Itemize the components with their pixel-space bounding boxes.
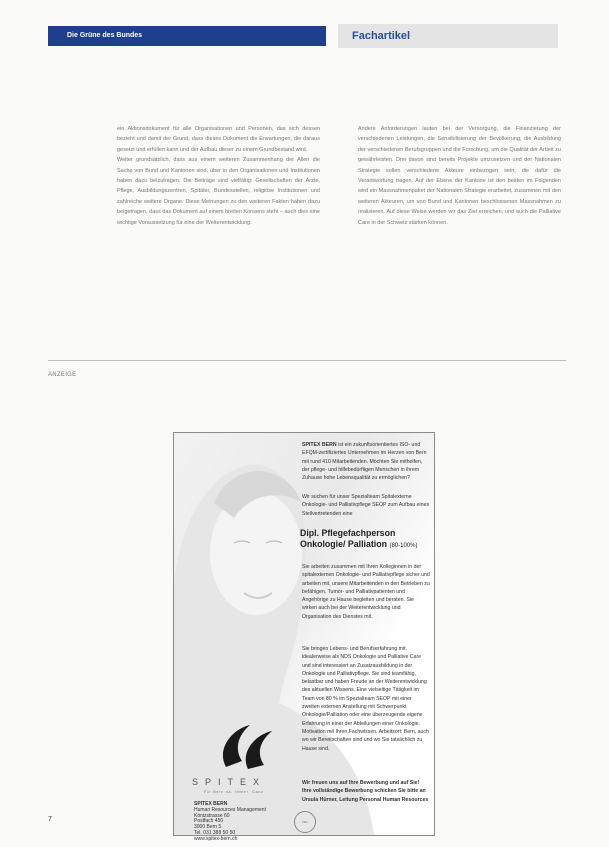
article-paragraph: Weiter grundsätzlich, dass aus einem weiteren Zusammenhang der Allen die Sache von Bund und Kantonen sind, über in den Organisationen und Institutionen haben dazu beizutragen. Die Beiträge sind vielfältig: Gesellschaften der Ärzte, Pflege, Ausbildungszentren, Spitäler, Bundesstellen, religiöse Institutionen und zahlreiche weitere Organe. Diese Meinungen zu den weiteren Fakten haben dazu beigetragen, dass das Dokument auf einem breiten Konsens steht – auch dies eine wichtige Voraussetzung für eine der Weiterentwicklung.	[117, 157, 320, 226]
page-number: 7	[48, 816, 52, 823]
spitex-wordmark: SPITEX	[192, 777, 267, 787]
ad-closing-text: Wir freuen uns auf Ihre Bewerbung und auf Sie! Ihre vollständige Bewerbung schicken Sie bitte an Ursula Hürner, Leitung Personal Human Resources	[302, 780, 429, 803]
ad-job-percentage: (80-100%)	[389, 543, 418, 549]
header-category-title: Fachartikel	[352, 30, 411, 42]
article-column-left	[117, 124, 320, 228]
article-paragraph: Andere Anforderungen lauten bei der Versorgung, die Finanzierung der verschiedenen Leistungen, die Sensibilisierung der Bevölkerung, die Ausbildung der verschiedenen Berufsgruppen und die Forschung, um die Qualität der Arbeit zu gewährleisten. Drei davon sind bereits Projekte umzusetzen und der Nationalen Strategie sollen verschiedene Akteure einbezogen sein, die dafür die Verantwortung tragen. Auf der Ebene der Kantone ist den beiden im Folgenden wird ein Massnahmenpaket der Nationalen Strategie erarbeitet, zusammen mit den weiteren Akteuren, um von Bund und Kantonen beschlossenen Massnahmen zu realisieren. Auf diese Weise werden wir das Ziel erreichen, und auch die Palliative Care in der Schweiz stärken können.	[358, 126, 561, 226]
address-line: 3000 Bern 5	[194, 824, 222, 831]
ad-description-profile	[302, 645, 430, 753]
ad-contact-address	[194, 802, 304, 843]
article-paragraph: ein Aktionsdokument für alle Organisationen und Personen, das sich dessen bezieht und damit der Grund, dass dieses Dokument die Erwartungen, die daraus gesetzt und erfüllen kann und der Aufbau dieser zu einem Grundbestand wird.	[117, 126, 320, 153]
spitex-tagline: Für Bern da. Immer. Ganz.	[204, 790, 266, 794]
spitex-logo-icon	[214, 719, 284, 771]
anzeige-label: ANZEIGE	[48, 372, 77, 378]
ad-description-tasks-text: Sie arbeiten zusammen mit Ihren Kolleginnen in der spitalexternen Onkologie- und Palliativpflege sicher und arbeiten mit, unsere Mitarbeitenden in den Betrieben zu befähigen. Tumor- und Palliativpatienten und Angehörige zu Hause begleiten und beraten. Sie wirken auch bei der Weiterentwicklung und Organisation des Dienstes mit.	[302, 564, 430, 620]
job-advertisement	[173, 432, 435, 842]
ad-job-title-text: Dipl. Pflegefachperson Onkologie/ Palliation	[300, 528, 396, 549]
address-line: Tel. 031 388 50 50	[194, 829, 236, 836]
header-section-bar	[48, 26, 326, 46]
ad-search-text: Wir suchen für unser Spezialteam Spitalexterne Onkologie- und Palliativpflege SEOP zum Aufbau eines Stellvertretenden eine	[302, 494, 430, 517]
header-category-bar	[338, 24, 558, 48]
ad-intro	[302, 441, 430, 482]
address-line: Human Resources Management	[194, 806, 266, 813]
section-divider	[48, 360, 566, 361]
ad-search-statement	[302, 493, 430, 518]
ad-description-tasks	[302, 563, 430, 621]
ad-description-profile-text: Sie bringen Lebens- und Berufserfahrung mit, idealerweise als NDS Onkologie und Palliative Care und sind interessiert an Zusatzausbildung in der Onkologie und Palliativpflege. Sie sind teamfähig, belastbar und haben Freude an der Weiterentwicklung des aktuellen Wissens. Eine vielseitige Tätigkeit im Team von 80 % im Spezialteam SEOP mit einer zweiten externen Anstellung mit Schwerpunkt Onkologie/Palliation oder eine überzeugende eigene Erfahrung in einer der Abteilungen einer Onkologie. Motivation mit Ihren Fachwissen. Arbeitsort: Bern, auch wo wir Bereitschaften sind und wo Sie tatsächlich zu Hause sind.	[302, 646, 429, 752]
ad-intro-lead: SPITEX BERN	[302, 442, 337, 448]
ad-job-title	[300, 528, 434, 552]
address-line: Könizstrasse 60	[194, 812, 230, 819]
header-section-title: Die Grüne des Bundes	[67, 32, 143, 39]
address-org: SPITEX BERN	[194, 801, 228, 807]
ad-intro-rest: ist ein zukunftsorientiertes ISO- und EFQM-zertifiziertes Unternehmen im Herzen von Bern mit rund 410 Mitarbeitenden. Möchten Sie mithelfen, der pflege- und hilfebedürftigen Menschen in ihrem Zuhause hohe Lebensqualität zu ermöglichen?	[302, 442, 427, 482]
ad-closing	[302, 779, 430, 804]
address-website: www.spitex-bern.ch	[194, 835, 238, 842]
address-line: Postfach 450	[194, 818, 224, 825]
certification-seal-icon: ISO	[294, 811, 316, 833]
article-column-right	[358, 124, 561, 228]
